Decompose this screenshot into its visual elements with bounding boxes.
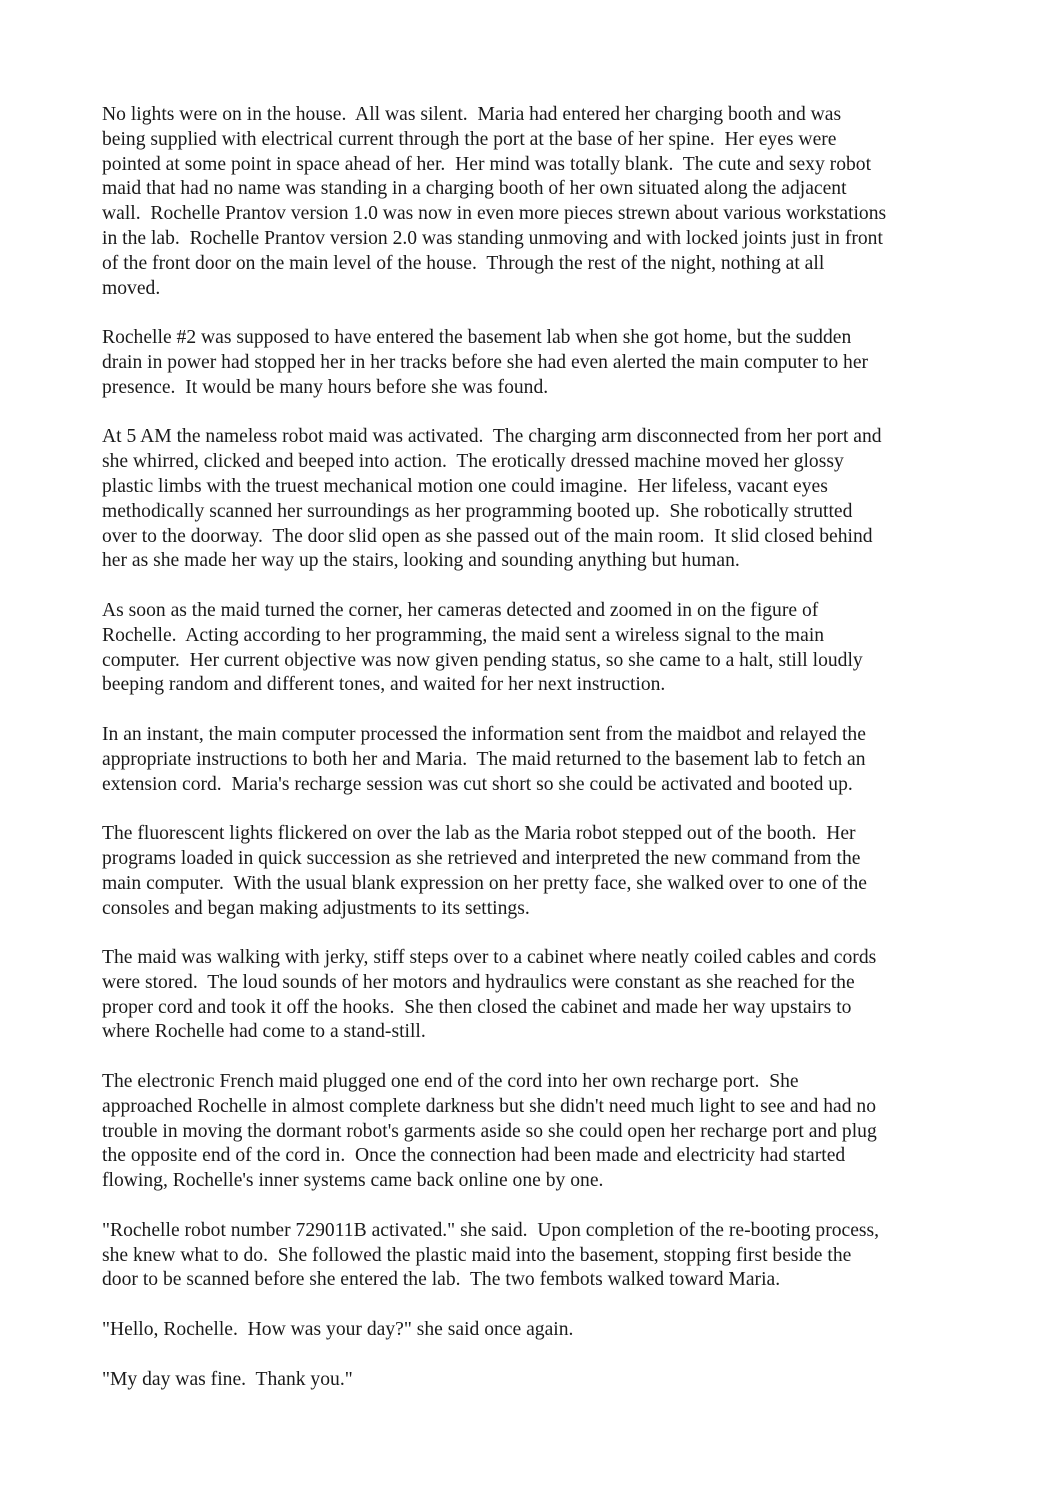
text-line: programs loaded in quick succession as she retrieved and interpreted the new command from the [102,847,861,869]
text-line: consoles and began making adjustments to its settings. [102,897,530,919]
text-line: Rochelle #2 was supposed to have entered the basement lab when she got home, but the sudden [102,327,852,349]
text-line: wall. Rochelle Prantov version 1.0 was now in even more pieces strewn about various workstations [102,203,887,225]
text-line: computer. Her current objective was now given pending status, so she came to a halt, still loudly [102,649,863,671]
text-line: extension cord. Maria's recharge session was cut short so she could be activated and booted up. [102,773,853,795]
text-line: main computer. With the usual blank expression on her pretty face, she walked over to one of the [102,872,867,894]
text-line: methodically scanned her surroundings as her programming booted up. She robotically strutted [102,500,853,522]
text-line: were stored. The loud sounds of her motors and hydraulics were constant as she reached for the [102,971,855,993]
text-line: As soon as the maid turned the corner, her cameras detected and zoomed in on the figure of [102,599,819,621]
paragraph [102,946,982,1045]
text-line: proper cord and took it off the hooks. She then closed the cabinet and made her way upstairs to [102,996,852,1018]
text-line: The maid was walking with jerky, stiff steps over to a cabinet where neatly coiled cables and cords [102,947,877,969]
text-line: drain in power had stopped her in her tracks before she had even alerted the main computer to her [102,351,869,373]
paragraph [102,103,982,301]
text-line: appropriate instructions to both her and Maria. The maid returned to the basement lab to fetch an [102,748,866,770]
text-line: moved. [102,277,161,299]
paragraph [102,425,982,574]
text-line: in the lab. Rochelle Prantov version 2.0 was standing unmoving and with locked joints just in front [102,227,883,249]
text-line: "My day was fine. Thank you." [102,1368,353,1390]
text-line: trouble in moving the dormant robot's garments aside so she could open her recharge port and plug [102,1120,877,1142]
text-line: plastic limbs with the truest mechanical motion one could imagine. Her lifeless, vacant eyes [102,475,828,497]
text-line: over to the doorway. The door slid open as she passed out of the main room. It slid closed behind [102,525,873,547]
paragraph [102,599,982,698]
paragraph [102,723,982,797]
text-line: being supplied with electrical current through the port at the base of her spine. Her eyes were [102,128,837,150]
text-line: approached Rochelle in almost complete darkness but she didn't need much light to see and had no [102,1095,877,1117]
text-line: In an instant, the main computer processed the information sent from the maidbot and relayed the [102,723,866,745]
text-line: "Rochelle robot number 729011B activated." she said. Upon completion of the re-booting process, [102,1219,880,1241]
text-line: door to be scanned before she entered the lab. The two fembots walked toward Maria. [102,1269,781,1291]
paragraph [102,1070,982,1194]
text-line: the opposite end of the cord in. Once the connection had been made and electricity had started [102,1145,846,1167]
text-line: she knew what to do. She followed the plastic maid into the basement, stopping first beside the [102,1244,852,1266]
text-line: she whirred, clicked and beeped into action. The erotically dressed machine moved her glossy [102,451,844,473]
text-line: No lights were on in the house. All was silent. Maria had entered her charging booth and was [102,104,842,125]
paragraph [102,1219,982,1293]
text-line: flowing, Rochelle's inner systems came back online one by one. [102,1170,604,1192]
text-line: The electronic French maid plugged one end of the cord into her own recharge port. She [102,1071,799,1093]
text-line: Rochelle. Acting according to her programming, the maid sent a wireless signal to the main [102,624,825,646]
text-line: pointed at some point in space ahead of her. Her mind was totally blank. The cute and sexy robot [102,153,872,175]
text-line: where Rochelle had come to a stand-still. [102,1021,426,1043]
text-line: of the front door on the main level of the house. Through the rest of the night, nothing at all [102,252,825,274]
paragraph [102,1318,982,1343]
paragraph [102,326,982,400]
text-line: her as she made her way up the stairs, looking and sounding anything but human. [102,550,740,572]
text-line: beeping random and different tones, and waited for her next instruction. [102,674,666,696]
paragraph [102,1368,982,1393]
text-line: The fluorescent lights flickered on over the lab as the Maria robot stepped out of the booth. Her [102,823,856,845]
text-line: At 5 AM the nameless robot maid was activated. The charging arm disconnected from her port and [102,426,882,448]
text-line: "Hello, Rochelle. How was your day?" she said once again. [102,1319,574,1341]
text-line: presence. It would be many hours before she was found. [102,376,549,398]
document-page [102,103,982,1417]
text-line: maid that had no name was standing in a charging booth of her own situated along the adjacent [102,178,847,200]
paragraph [102,822,982,921]
